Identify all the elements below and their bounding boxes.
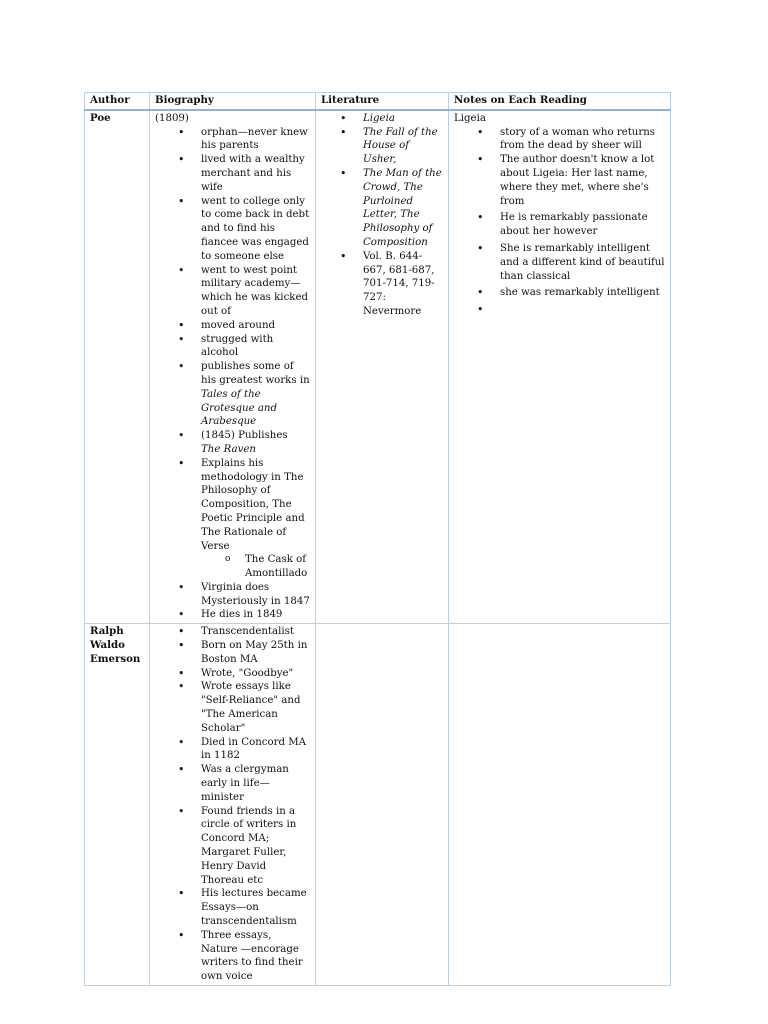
list-item: • she was remarkably intelligent xyxy=(500,286,665,300)
list-item: • Three essays, Nature —encorage writers to find their own voice xyxy=(201,929,310,984)
list-item: • strugged with alcohol xyxy=(201,333,310,361)
list-item-text: (1845) Publishes xyxy=(201,430,288,442)
biography-cell-emerson xyxy=(150,624,316,986)
list-item: • She is remarkably intelligent and a different kind of beautiful than classical xyxy=(500,242,665,283)
list-item: • Was a clergyman early in life—minister xyxy=(201,763,310,804)
table-row-poe xyxy=(85,110,671,624)
literature-cell-poe xyxy=(316,110,449,624)
literature-list-poe xyxy=(321,112,443,319)
header-literature: Literature xyxy=(316,93,449,110)
list-item xyxy=(201,457,310,581)
header-notes: Notes on Each Reading xyxy=(449,93,671,110)
list-item: • He dies in 1849 xyxy=(201,608,310,622)
list-item: • Died in Concord MA in 1182 xyxy=(201,736,310,764)
list-item: • The Fall of the House of Usher, xyxy=(363,126,443,167)
list-item: • The author doesn't know a lot about Ligeia: Her last name, where they met, where she's from xyxy=(500,153,665,208)
notes-title: Ligeia xyxy=(454,112,486,124)
list-item-text: publishes some of his greatest works in xyxy=(201,361,310,386)
sub-list-item: o The Cask of Amontillado xyxy=(245,553,310,581)
bio-year: (1809) xyxy=(155,112,189,124)
list-item: • Virginia does Mysteriously in 1847 xyxy=(201,581,310,609)
literature-cell-emerson xyxy=(316,624,449,986)
author-cell-emerson: Ralph Waldo Emerson xyxy=(85,624,150,986)
list-item: • lived with a wealthy merchant and his wife xyxy=(201,153,310,194)
list-item: • His lectures became Essays—on transcendentalism xyxy=(201,887,310,928)
list-item: • The Man of the Crowd, The Purloined Letter, The Philosophy of Composition xyxy=(363,167,443,250)
author-cell-poe: Poe xyxy=(85,110,150,624)
list-item: • Wrote, "Goodbye" xyxy=(201,667,310,681)
list-item: • went to college only to come back in debt and to find his fiancee was engaged to someone else xyxy=(201,195,310,264)
reading-notes-table xyxy=(84,92,671,986)
list-item: • Born on May 25th in Boston MA xyxy=(201,639,310,667)
header-biography: Biography xyxy=(150,93,316,110)
header-author: Author xyxy=(85,93,150,110)
list-item-italic: Tales of the Grotesque and Arabesque xyxy=(201,388,277,428)
notes-cell-poe xyxy=(449,110,671,624)
header-row xyxy=(85,93,671,110)
table-row-emerson xyxy=(85,624,671,986)
list-item-italic: The Raven xyxy=(201,443,256,455)
list-item: • went to west point military academy—which he was kicked out of xyxy=(201,264,310,319)
list-item: • Found friends in a circle of writers in Concord MA; Margaret Fuller, Henry David Thoreau etc xyxy=(201,805,310,888)
list-item: • story of a woman who returns from the dead by sheer will xyxy=(500,126,665,154)
list-item-text: Explains his methodology in The Philosophy of Composition, The Poetic Principle and The Rationale of Verse xyxy=(201,457,305,552)
bio-list-emerson xyxy=(155,625,310,984)
list-item: • He is remarkably passionate about her however xyxy=(500,211,665,239)
sub-list xyxy=(201,553,310,581)
bio-list-poe xyxy=(155,126,310,623)
list-item xyxy=(201,429,310,457)
list-item: • Wrote essays like "Self-Reliance" and "The American Scholar" xyxy=(201,680,310,735)
list-item: • Transcendentalist xyxy=(201,625,310,639)
list-item xyxy=(500,303,665,317)
notes-list-poe xyxy=(454,126,665,317)
notes-cell-emerson xyxy=(449,624,671,986)
list-item: • moved around xyxy=(201,319,310,333)
list-item: • Vol. B. 644-667, 681-687, 701-714, 719-727: Nevermore xyxy=(363,250,443,319)
list-item: • orphan—never knew his parents xyxy=(201,126,310,154)
list-item: • Ligeia xyxy=(363,112,443,126)
list-item xyxy=(201,360,310,429)
biography-cell-poe xyxy=(150,110,316,624)
